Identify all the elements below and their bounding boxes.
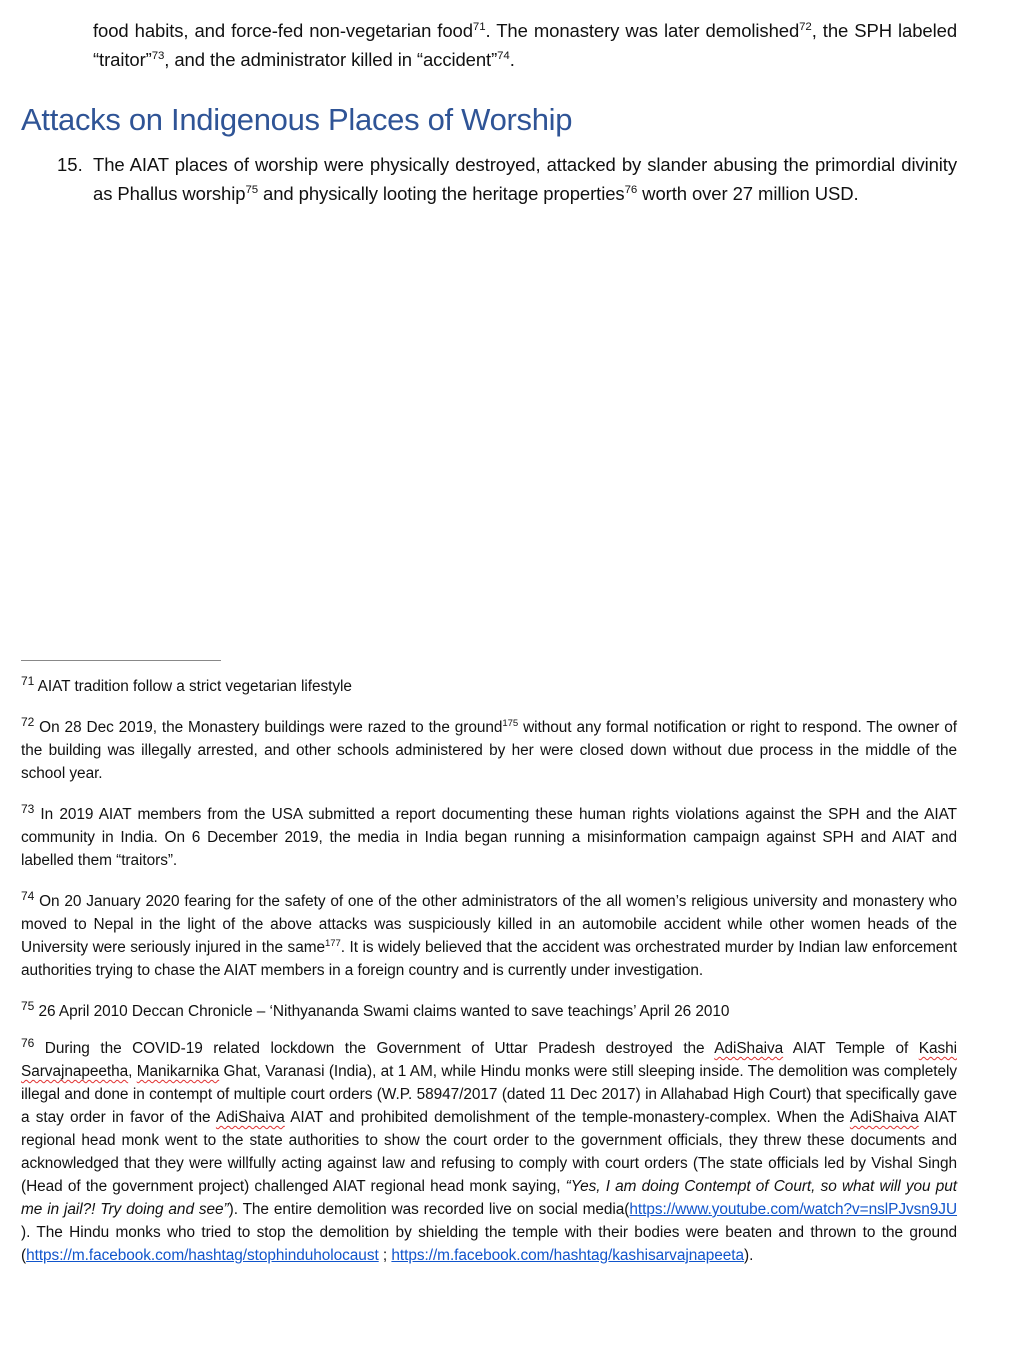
footnotes [21, 675, 957, 1285]
footnote-number: 74 [21, 888, 35, 903]
numbered-paragraph-15 [57, 150, 957, 208]
quote: “Yes, I am doing Contempt of Court, so what will you put me in jail?! Try doing and see” [21, 1178, 957, 1218]
list-number: 15. [57, 154, 83, 175]
text-run: , and the administrator killed in “accident” [164, 49, 498, 70]
footnote-ref-76[interactable]: 76 [624, 183, 638, 196]
text-run: . The monastery was later demolished [485, 20, 800, 41]
paragraph-text [93, 150, 957, 208]
spellcheck-word[interactable]: Kashi [918, 1040, 957, 1057]
text-run: worth over 27 million USD. [637, 183, 859, 204]
footnote-text: During the COVID-19 related lockdown the Government of Uttar Pradesh destroyed the [34, 1040, 715, 1057]
footnote-ref-72[interactable]: 72 [799, 20, 812, 33]
footnote-73 [21, 803, 957, 872]
continued-paragraph [93, 16, 957, 74]
youtube-link[interactable]: https://www.youtube.com/watch?v=nslPJvsn9JU [629, 1201, 958, 1218]
footnote-text: On 28 Dec 2019, the Monastery buildings were razed to the ground [34, 719, 503, 736]
footnote-number: 72 [21, 714, 35, 729]
footnote-text: AIAT regional head monk went to the state authorities to show the court order to the government officials, they threw these documents and acknowledged that they were willfully acting against law and refusing to comply with court orders (The state officials led by Vishal Singh (Head of the government project) challenged AIAT regional head monk saying, [21, 1109, 957, 1195]
section-heading: Attacks on Indigenous Places of Worship [21, 102, 573, 137]
footnote-text: ). The Hindu monks who tried to stop the demolition by shielding the temple with their bodies were beaten and thrown to the ground ( [21, 1224, 957, 1264]
text-run: The AIAT places of worship were physically destroyed, attacked by slander abusing the primordial divinity as Phallus worship [93, 154, 957, 204]
footnote-text: AIAT tradition follow a strict vegetarian lifestyle [34, 678, 352, 695]
footnote-separator [21, 660, 221, 661]
footnote-text: Ghat, Varanasi (India), at 1 AM, while Hindu monks were still sleeping inside. The demolition was completely illegal and done in contempt of multiple court orders (W.P. 58947/2017 (dated 11 Dec 2017) in Allahabad High Court) that specifically gave a stay order in favor of the [21, 1063, 958, 1126]
footnote-text: without any formal notification or right to respond. The owner of the building was illegally arrested, and other schools administered by her were closed down without due process in the middle of the school year. [21, 719, 957, 782]
footnote-number: 71 [21, 673, 35, 688]
footnote-ref-177[interactable]: 177 [324, 937, 341, 949]
text-run: and physically looting the heritage properties [258, 183, 625, 204]
footnote-71 [21, 675, 957, 698]
spellcheck-word[interactable]: Manikarnika [136, 1063, 220, 1080]
footnote-76 [21, 1037, 957, 1267]
facebook-link-kashisarvajnapeeta[interactable]: https://m.facebook.com/hashtag/kashisarvajnapeeta [391, 1247, 744, 1264]
footnote-72 [21, 716, 957, 785]
footnote-number: 76 [21, 1035, 35, 1050]
footnote-text: ; [378, 1247, 392, 1264]
footnote-number: 75 [21, 998, 35, 1013]
footnote-text: In 2019 AIAT members from the USA submitted a report documenting these human rights violations against the SPH and the AIAT community in India. On 6 December 2019, the media in India began running a misinformation campaign against SPH and AIAT and labelled them “traitors”. [21, 806, 957, 869]
text-run: food habits, and force-fed non-vegetarian food [93, 20, 473, 41]
footnote-74 [21, 890, 957, 982]
text-run: . [509, 49, 515, 70]
footnote-text: AIAT Temple of [783, 1040, 919, 1057]
footnote-ref-71[interactable]: 71 [472, 20, 486, 33]
footnote-text: , [128, 1063, 137, 1080]
footnote-ref-175[interactable]: 175 [502, 717, 519, 729]
footnote-ref-74[interactable]: 74 [497, 49, 510, 62]
facebook-link-stophinduholocaust[interactable]: https://m.facebook.com/hashtag/stophinduholocaust [26, 1247, 379, 1264]
footnote-text: ). [744, 1247, 754, 1264]
spellcheck-word[interactable]: AdiShaiva [849, 1109, 919, 1126]
footnote-text: ). The entire demolition was recorded live on social media( [228, 1201, 630, 1218]
footnote-text: AIAT and prohibited demolishment of the temple-monastery-complex. When the [284, 1109, 850, 1126]
text-run: , the SPH labeled “traitor” [93, 20, 958, 70]
footnote-number: 73 [21, 801, 35, 816]
footnote-text: . It is widely believed that the accident was orchestrated murder by Indian law enforcement authorities trying to chase the AIAT members in a foreign country and is currently under investigation. [21, 939, 958, 979]
footnote-75 [21, 1000, 957, 1023]
spellcheck-word[interactable]: AdiShaiva [714, 1040, 784, 1057]
footnote-ref-73[interactable]: 73 [151, 49, 165, 62]
spellcheck-word[interactable]: AdiShaiva [215, 1109, 285, 1126]
footnote-text: 26 April 2010 Deccan Chronicle – ‘Nithyananda Swami claims wanted to save teachings’ April 26 2010 [34, 1003, 730, 1020]
footnote-text: On 20 January 2020 fearing for the safety of one of the other administrators of the all women’s religious university and monastery who moved to Nepal in the light of the above attacks was suspiciously killed in an automobile accident while other women heads of the University were seriously injured in the same [21, 893, 957, 956]
spellcheck-word[interactable]: Sarvajnapeetha [21, 1063, 129, 1080]
footnote-ref-75[interactable]: 75 [245, 183, 259, 196]
